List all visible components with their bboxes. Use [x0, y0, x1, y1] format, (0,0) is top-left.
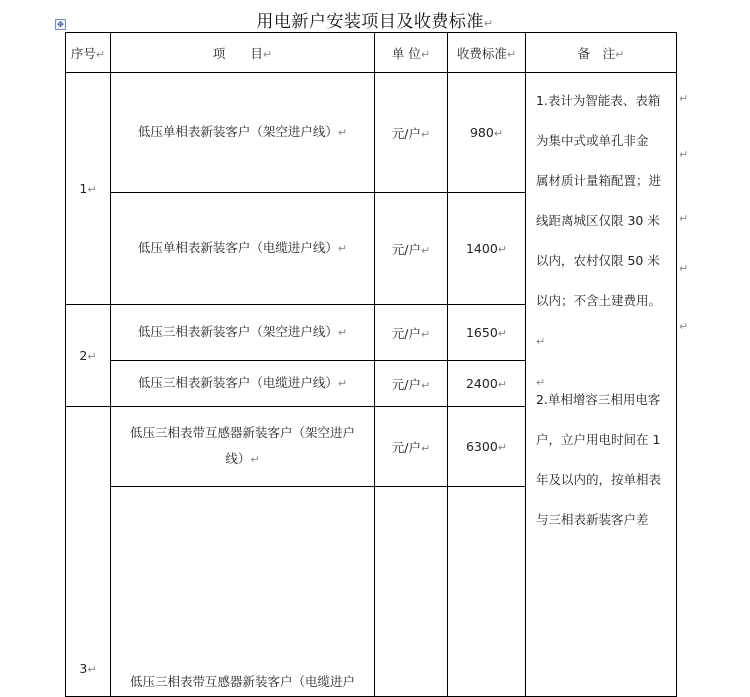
paragraph-mark: ↵: [421, 327, 431, 341]
row-end-mark: ↵: [679, 262, 689, 275]
item-cell: [111, 487, 375, 697]
unit-cell: [375, 487, 448, 697]
unit-text: 元/户: [391, 376, 421, 392]
item-cell: [111, 73, 375, 193]
paragraph-mark: ↵: [420, 47, 431, 61]
title-text: 用电新户安装项目及收费标准: [256, 12, 484, 32]
item-cell: [111, 305, 375, 361]
paragraph-mark: ↵: [536, 376, 546, 389]
paragraph-mark: ↵: [483, 17, 494, 30]
paragraph-mark: ↵: [497, 243, 508, 256]
remark-note-1: [536, 81, 668, 362]
remark-line: [536, 281, 668, 362]
paragraph-mark: ↵: [337, 126, 348, 139]
remark-line: 线距离城区仅限 30 米: [536, 213, 660, 228]
paragraph-mark: ↵: [497, 378, 508, 391]
remark-line-text: 以内；不含土建费用。: [536, 293, 662, 308]
table-row: [66, 73, 677, 193]
paragraph-mark: ↵: [536, 335, 546, 348]
header-seq-label: 序号: [70, 45, 96, 61]
header-row: [66, 33, 677, 73]
paragraph-mark: ↵: [615, 47, 625, 61]
item-cell: [111, 193, 375, 305]
fee-table: [65, 32, 677, 697]
fee-cell: [448, 193, 526, 305]
paragraph-mark: ↵: [337, 326, 348, 339]
remark-line: 年及以内的，按单相表: [536, 472, 662, 487]
seq-cell-1: [66, 73, 111, 305]
remark-cell: [526, 73, 677, 697]
unit-cell: [375, 193, 448, 305]
page-title: [0, 7, 750, 32]
remark-line: 与三相表新装客户差: [536, 512, 649, 527]
fee-value: 1400: [465, 241, 498, 256]
paragraph-mark: ↵: [497, 327, 508, 340]
unit-cell: [375, 361, 448, 407]
paragraph-mark: ↵: [506, 47, 517, 61]
fee-value: 980: [469, 125, 494, 140]
fee-value: 2400: [465, 376, 498, 391]
unit-text: 元/户: [391, 125, 421, 141]
fee-cell: [448, 361, 526, 407]
header-item: [111, 33, 375, 73]
item-cell: [111, 407, 375, 487]
remark-line: 1.表计为智能表、表箱: [536, 93, 661, 108]
paragraph-mark: ↵: [421, 378, 431, 392]
seq-cell-3: [66, 407, 111, 697]
paragraph-mark: ↵: [421, 127, 431, 141]
remark-line: 户，立户用电时间在 1: [536, 432, 661, 447]
item-text: 低压单相表新装客户（架空进户线）: [137, 124, 338, 139]
paragraph-mark: ↵: [493, 127, 504, 140]
header-fee: [448, 33, 526, 73]
header-remark-label: 备 注: [577, 45, 616, 61]
row-end-mark: ↵: [679, 320, 689, 333]
seq-value: 1: [79, 181, 88, 196]
header-unit-label: 单 位: [391, 45, 421, 61]
header-remark: [526, 33, 677, 73]
seq-value: 2: [79, 348, 88, 363]
remark-line: 为集中式或单孔非金: [536, 133, 649, 148]
fee-cell: [448, 305, 526, 361]
item-text: 低压单相表新装客户（电缆进户线）: [137, 240, 338, 255]
paragraph-mark: ↵: [87, 350, 97, 363]
header-seq: [66, 33, 111, 73]
unit-text: 元/户: [391, 439, 421, 455]
item-text: 低压三相表新装客户（架空进户线）: [137, 324, 338, 339]
item-text-line: [121, 446, 364, 473]
unit-cell: [375, 305, 448, 361]
row-end-mark: ↵: [679, 92, 689, 105]
paragraph-mark: ↵: [262, 47, 273, 61]
remark-line: 以内，农村仅限 50 米: [536, 253, 660, 268]
unit-cell: [375, 73, 448, 193]
table-move-handle-icon[interactable]: ✥: [55, 19, 66, 30]
paragraph-mark: ↵: [337, 377, 348, 390]
header-fee-label: 收费标准: [456, 45, 507, 61]
paragraph-mark: ↵: [95, 47, 106, 61]
fee-value: 1650: [465, 325, 498, 340]
item-text: 低压三相表带互感器新装客户（电缆进户: [129, 674, 355, 689]
paragraph-mark: ↵: [250, 453, 260, 466]
remark-spacer: [536, 362, 668, 389]
paragraph-mark: ↵: [337, 242, 348, 255]
fee-value: 6300: [465, 439, 498, 454]
header-unit: [375, 33, 448, 73]
header-item-label: 项 目: [212, 45, 263, 61]
item-text: 线）: [225, 451, 251, 466]
remark-line: 属材质计量箱配置；进: [536, 173, 662, 188]
seq-value: 3: [79, 661, 88, 676]
paragraph-mark: ↵: [87, 663, 97, 676]
fee-cell: [448, 407, 526, 487]
unit-text: 元/户: [391, 241, 421, 257]
seq-cell-2: [66, 305, 111, 407]
fee-cell: [448, 487, 526, 697]
fee-cell: [448, 73, 526, 193]
paragraph-mark: ↵: [87, 183, 97, 196]
item-text-line: 低压三相表带互感器新装客户（架空进户: [129, 425, 355, 440]
paragraph-mark: ↵: [421, 441, 431, 455]
row-end-mark: ↵: [679, 212, 689, 225]
paragraph-mark: ↵: [421, 243, 431, 257]
item-text: 低压三相表新装客户（电缆进户线）: [137, 375, 338, 390]
remark-line: 2.单相增容三相用电客: [536, 392, 661, 407]
unit-cell: [375, 407, 448, 487]
remark-note-2: [536, 380, 668, 540]
unit-text: 元/户: [391, 325, 421, 341]
row-end-mark: ↵: [679, 148, 689, 161]
paragraph-mark: ↵: [497, 441, 508, 454]
item-cell: [111, 361, 375, 407]
